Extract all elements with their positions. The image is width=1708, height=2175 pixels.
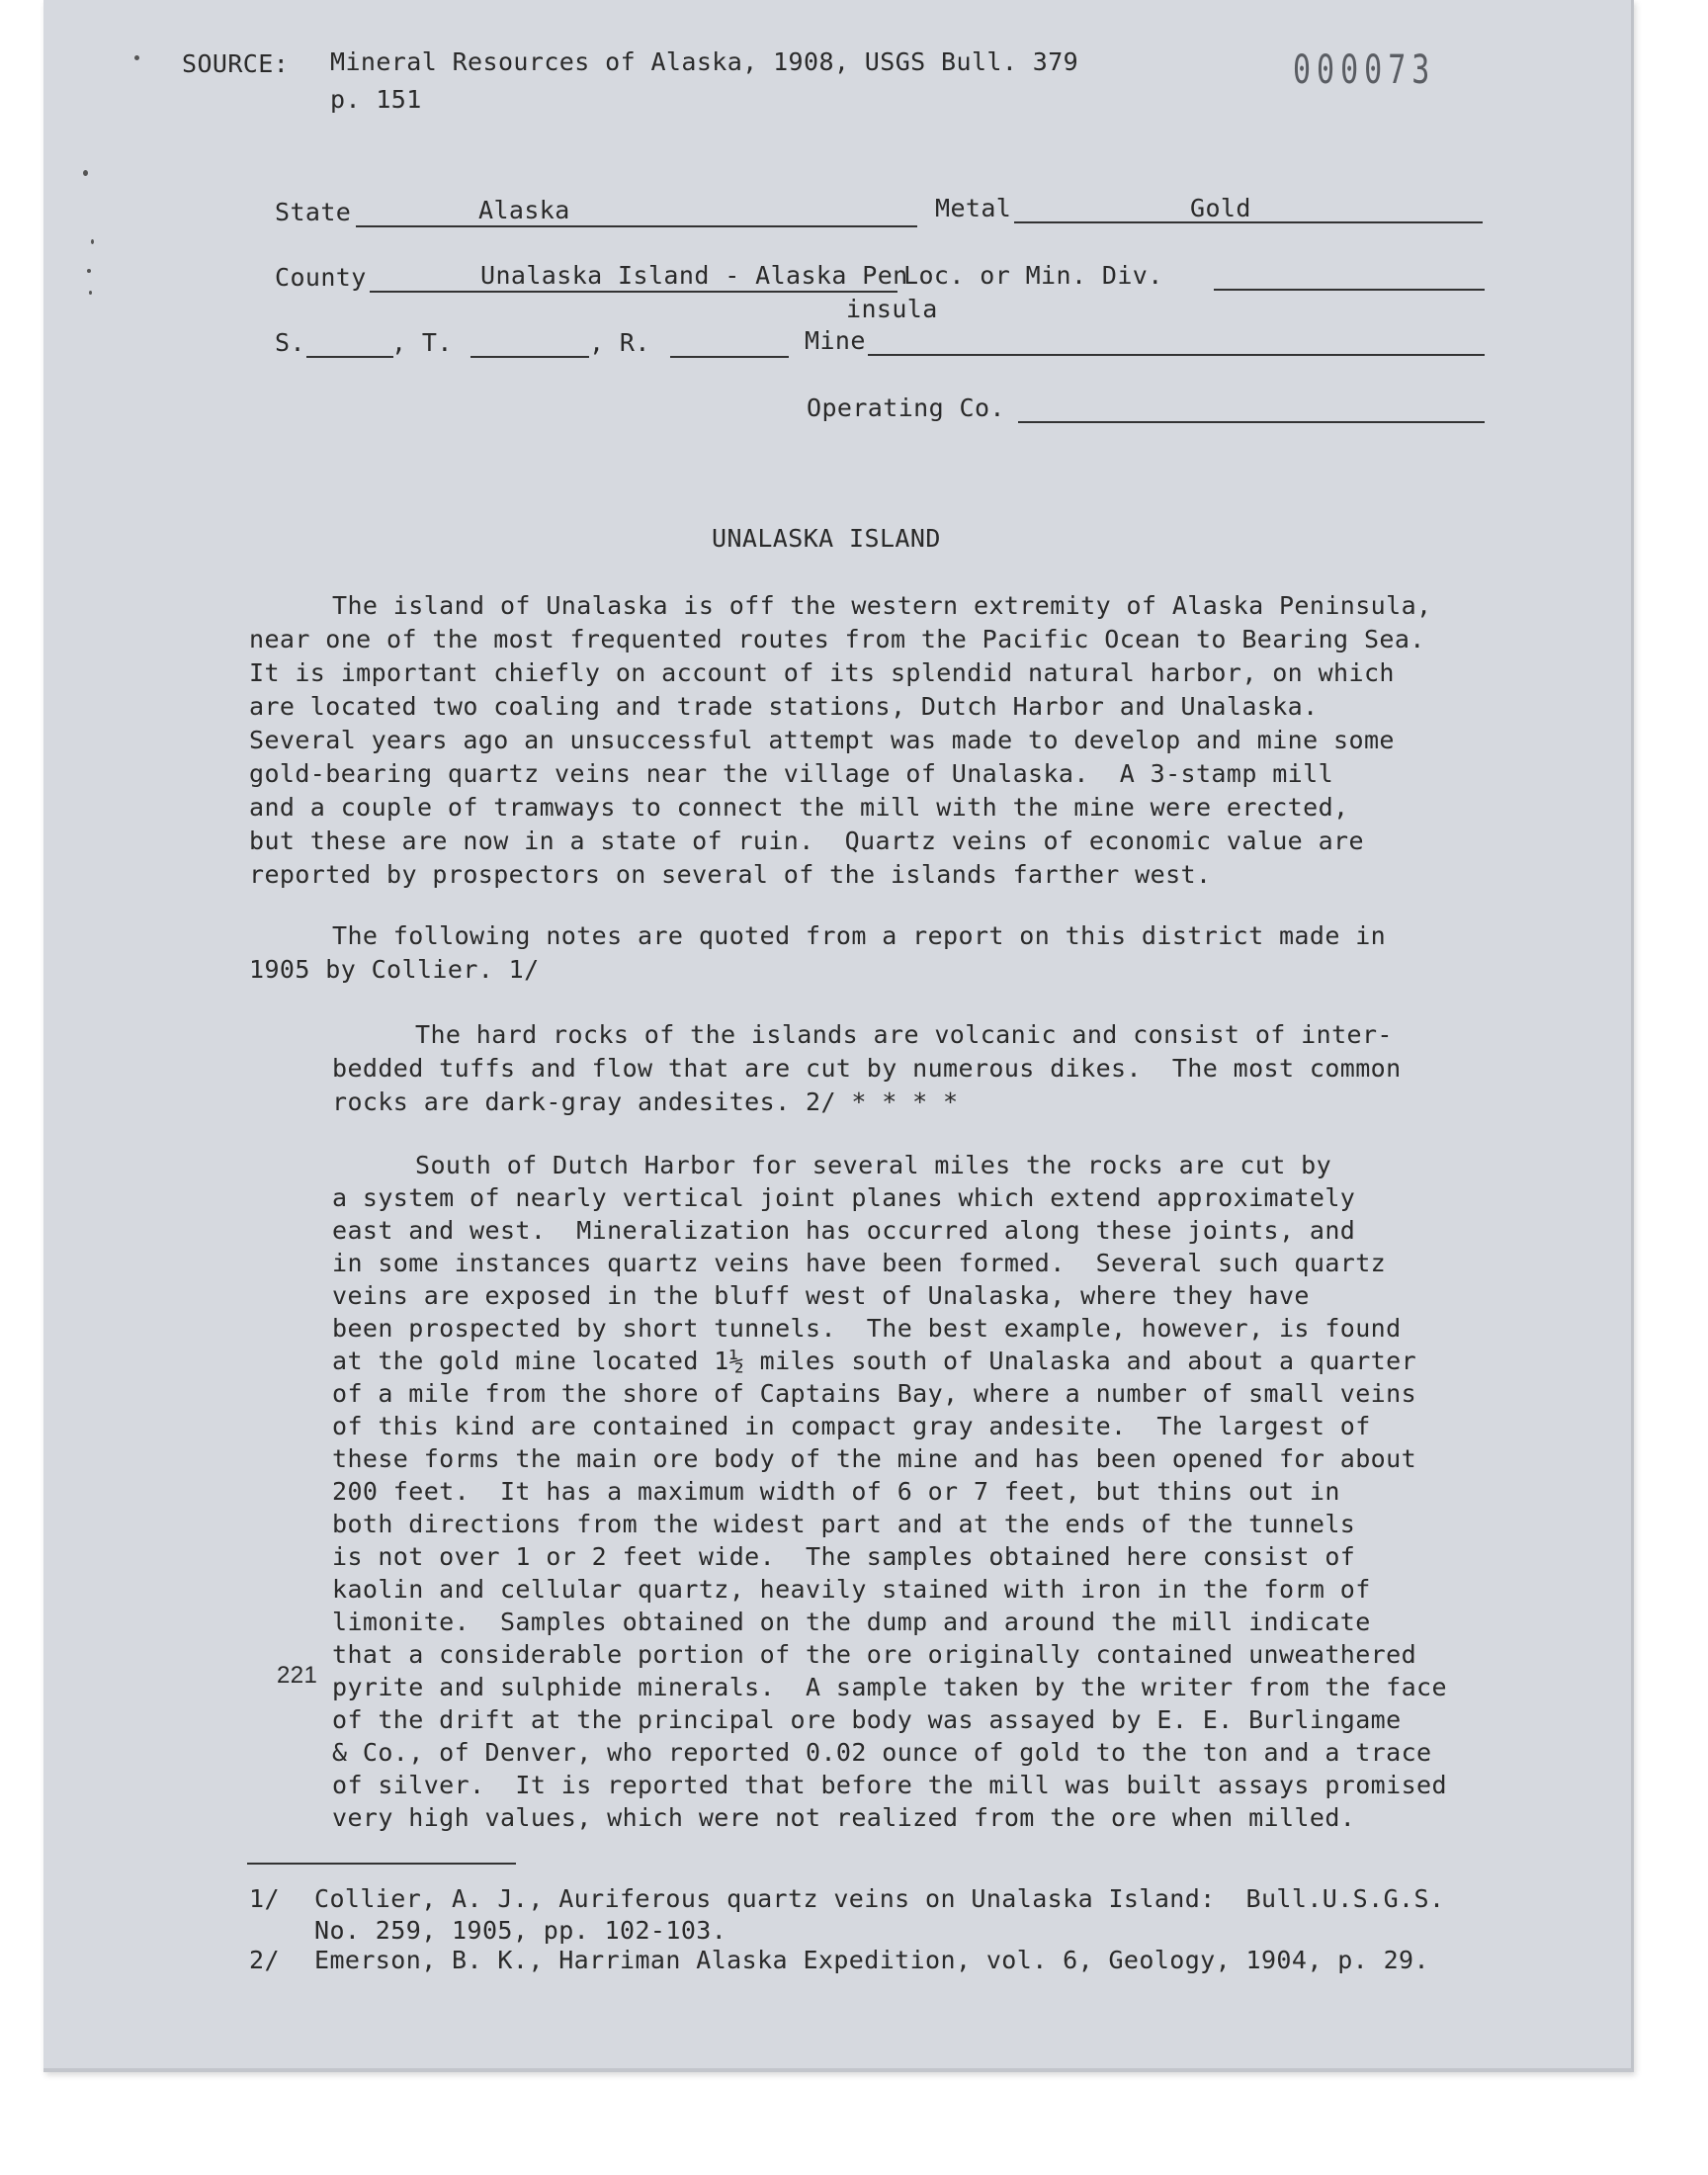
section-line [306,356,393,358]
quote-2-line: at the gold mine located 1½ miles south of Unalaska and about a quarter [332,1347,1417,1375]
scan-speck [134,55,139,60]
quote-2-line: in some instances quartz veins have been formed. Several such quartz [332,1249,1387,1277]
range-label: , R. [589,328,650,357]
scan-speck [89,291,92,295]
paragraph-1-line: Several years ago an unsuccessful attempt was made to develop and mine some [249,726,1395,754]
paragraph-1-line: but these are now in a state of ruin. Quartz veins of economic value are [249,826,1364,855]
quote-2-line: of this kind are contained in compact gray andesite. The largest of [332,1412,1371,1440]
paragraph-2-line: The following notes are quoted from a report on this district made in [332,921,1387,950]
paragraph-1-line: It is important chiefly on account of its splendid natural harbor, on which [249,658,1395,687]
mine-label: Mine [805,326,866,355]
metal-value: Gold [1190,194,1251,222]
township-line [470,356,589,358]
state-line [356,225,917,227]
paragraph-2-line: 1905 by Collier. 1/ [249,955,540,984]
footnote-2-mark: 2/ [249,1946,280,1974]
margin-number: 221 [277,1662,318,1689]
quote-2-line: kaolin and cellular quartz, heavily stained with iron in the form of [332,1575,1371,1604]
state-label: State [275,198,352,226]
quote-2-line: pyrite and sulphide minerals. A sample taken by the writer from the face [332,1673,1447,1701]
quote-2-line: these forms the main ore body of the mine and has been opened for about [332,1444,1417,1473]
footnote-1-line: Collier, A. J., Auriferous quartz veins on Unalaska Island: Bull.U.S.G.S. [314,1884,1445,1913]
paragraph-1-line: and a couple of tramways to connect the mill with the mine were erected, [249,793,1349,822]
footnote-1-mark: 1/ [249,1884,280,1913]
county-line [370,291,897,293]
metal-label: Metal [935,194,1012,222]
document-number: 000073 [1293,47,1436,93]
quote-2-line: & Co., of Denver, who reported 0.02 ounce of gold to the ton and a trace [332,1738,1432,1767]
scan-speck [87,269,91,273]
section-title: UNALASKA ISLAND [712,524,941,553]
footnote-2-line: Emerson, B. K., Harriman Alaska Expedition, vol. 6, Geology, 1904, p. 29. [314,1946,1429,1974]
quote-2-line: of a mile from the shore of Captains Bay, where a number of small veins [332,1379,1417,1408]
county-value: Unalaska Island - Alaska Pen [480,261,908,290]
quote-2-line: very high values, which were not realized from the ore when milled. [332,1803,1356,1832]
scan-speck [91,239,94,244]
quote-2-line: of silver. It is reported that before the mill was built assays promised [332,1771,1447,1799]
paragraph-1-line: are located two coaling and trade stations, Dutch Harbor and Unalaska. [249,692,1319,721]
footnote-1-line: No. 259, 1905, pp. 102-103. [314,1916,727,1945]
quote-1-line: The hard rocks of the islands are volcanic and consist of inter- [415,1020,1393,1049]
quote-2-line: veins are exposed in the bluff west of Unalaska, where they have [332,1281,1310,1310]
quote-2-line: both directions from the widest part and at the ends of the tunnels [332,1510,1356,1538]
quote-1-line: rocks are dark-gray andesites. 2/ * * * * [332,1088,959,1116]
quote-2-line: limonite. Samples obtained on the dump and around the mill indicate [332,1608,1371,1636]
paragraph-1-line: near one of the most frequented routes from the Pacific Ocean to Bearing Sea. [249,625,1425,653]
section-label: S. [275,328,305,357]
paragraph-1-line: reported by prospectors on several of the islands farther west. [249,860,1212,889]
operating-co-label: Operating Co. [807,393,1005,422]
quote-2-line: that a considerable portion of the ore originally contained unweathered [332,1640,1417,1669]
source-label: SOURCE: [182,49,290,78]
source-text: Mineral Resources of Alaska, 1908, USGS Bull. 379 [330,47,1079,76]
quote-2-line: South of Dutch Harbor for several miles the rocks are cut by [415,1151,1332,1179]
state-value: Alaska [478,196,570,224]
county-label: County [275,263,367,292]
range-line [670,356,789,358]
source-page: p. 151 [330,85,422,114]
loc-div-label: Loc. or Min. Div. [903,261,1163,290]
paragraph-1-line: The island of Unalaska is off the western extremity of Alaska Peninsula, [332,591,1432,620]
operating-co-line [1018,421,1485,423]
footnote-rule [247,1863,516,1865]
township-label: , T. [391,328,453,357]
quote-2-line: of the drift at the principal ore body was assayed by E. E. Burlingame [332,1705,1402,1734]
quote-2-line: been prospected by short tunnels. The best example, however, is found [332,1314,1402,1343]
quote-2-line: 200 feet. It has a maximum width of 6 or 7 feet, but thins out in [332,1477,1340,1506]
scan-speck [83,170,88,176]
quote-2-line: a system of nearly vertical joint planes which extend approximately [332,1183,1356,1212]
quote-2-line: is not over 1 or 2 feet wide. The samples obtained here consist of [332,1542,1356,1571]
loc-div-line [1214,289,1485,291]
county-value-continued: insula [846,295,938,323]
quote-2-line: east and west. Mineralization has occurred along these joints, and [332,1216,1356,1245]
paragraph-1-line: gold-bearing quartz veins near the village of Unalaska. A 3-stamp mill [249,759,1334,788]
mine-line [868,354,1485,356]
quote-1-line: bedded tuffs and flow that are cut by numerous dikes. The most common [332,1054,1402,1083]
